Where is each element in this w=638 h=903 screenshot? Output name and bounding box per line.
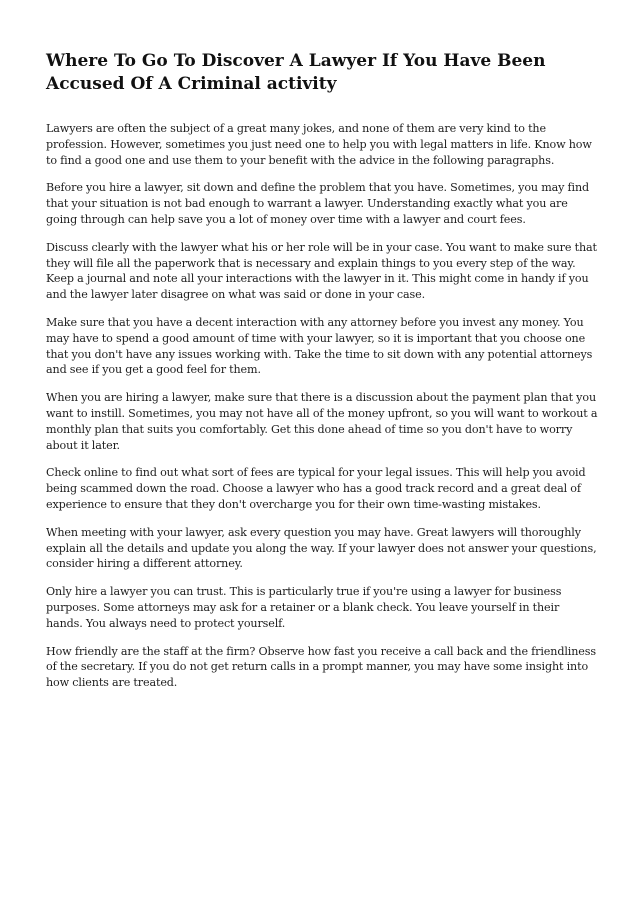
paragraph-intro: Lawyers are often the subject of a great many jokes, and none of them are very kind to the profession. However, sometimes you just need one to help you with legal matters in life. Know how to find a good one and use them to your benefit with the advice in the following paragraphs. bbox=[46, 122, 592, 167]
document-title-line-2: Accused Of A Criminal activity bbox=[46, 74, 337, 94]
paragraph-check-fees: Check online to find out what sort of fees are typical for your legal issues. This will help you avoid being scammed down the road. Choose a lawyer who has a good track record and a great deal of experience to ensure that they don't overcharge you for their own time-wasting mistakes. bbox=[46, 466, 586, 511]
paragraph-define-problem: Before you hire a lawyer, sit down and define the problem that you have. Sometimes, you may find that your situation is not bad enough to warrant a lawyer. Understanding exactly what you are going through can help save you a lot of money over time with a lawyer and court fees. bbox=[46, 181, 590, 226]
document-title-line-1: Where To Go To Discover A Lawyer If You Have Been bbox=[46, 51, 546, 71]
paragraph-trust: Only hire a lawyer you can trust. This is particularly true if you're using a lawyer for business purposes. Some attorneys may ask for a retainer or a blank check. You leave yourself in their hands. You always need to protect yourself. bbox=[46, 585, 562, 630]
paragraph-payment-plan: When you are hiring a lawyer, make sure that there is a discussion about the payment plan that you want to instill. Sometimes, you may not have all of the money upfront, so you will want to workout a monthly plan that suits you comfortably. Get this done ahead of time so you don't have to worry about it later. bbox=[46, 391, 598, 452]
paragraph-ask-questions: When meeting with your lawyer, ask every question you may have. Great lawyers will thoroughly explain all the details and update you along the way. If your lawyer does not answer your questions, consider hiring a different attorney. bbox=[46, 525, 597, 571]
paragraph-discuss-role: Discuss clearly with the lawyer what his or her role will be in your case. You want to make sure that they will file all the paperwork that is necessary and explain things to you every step of the way. Keep a journal and note all your interactions with the lawyer in it. This might come in handy if you and the lawyer later disagree on what was said or done in your case. bbox=[46, 240, 597, 302]
document-title bbox=[46, 50, 598, 96]
paragraph-decent-interaction: Make sure that you have a decent interaction with any attorney before you invest any money. You may have to spend a good amount of time with your lawyer, so it is important that you choose one that you don't have any issues working with. Take the time to sit down with any potential attorneys and see if you get a good feel for them. bbox=[46, 315, 593, 377]
paragraph-staff: How friendly are the staff at the firm? Observe how fast you receive a call back and the friendliness of the secretary. If you do not get return calls in a prompt manner, you may have some insight into how clients are treated. bbox=[46, 644, 596, 690]
